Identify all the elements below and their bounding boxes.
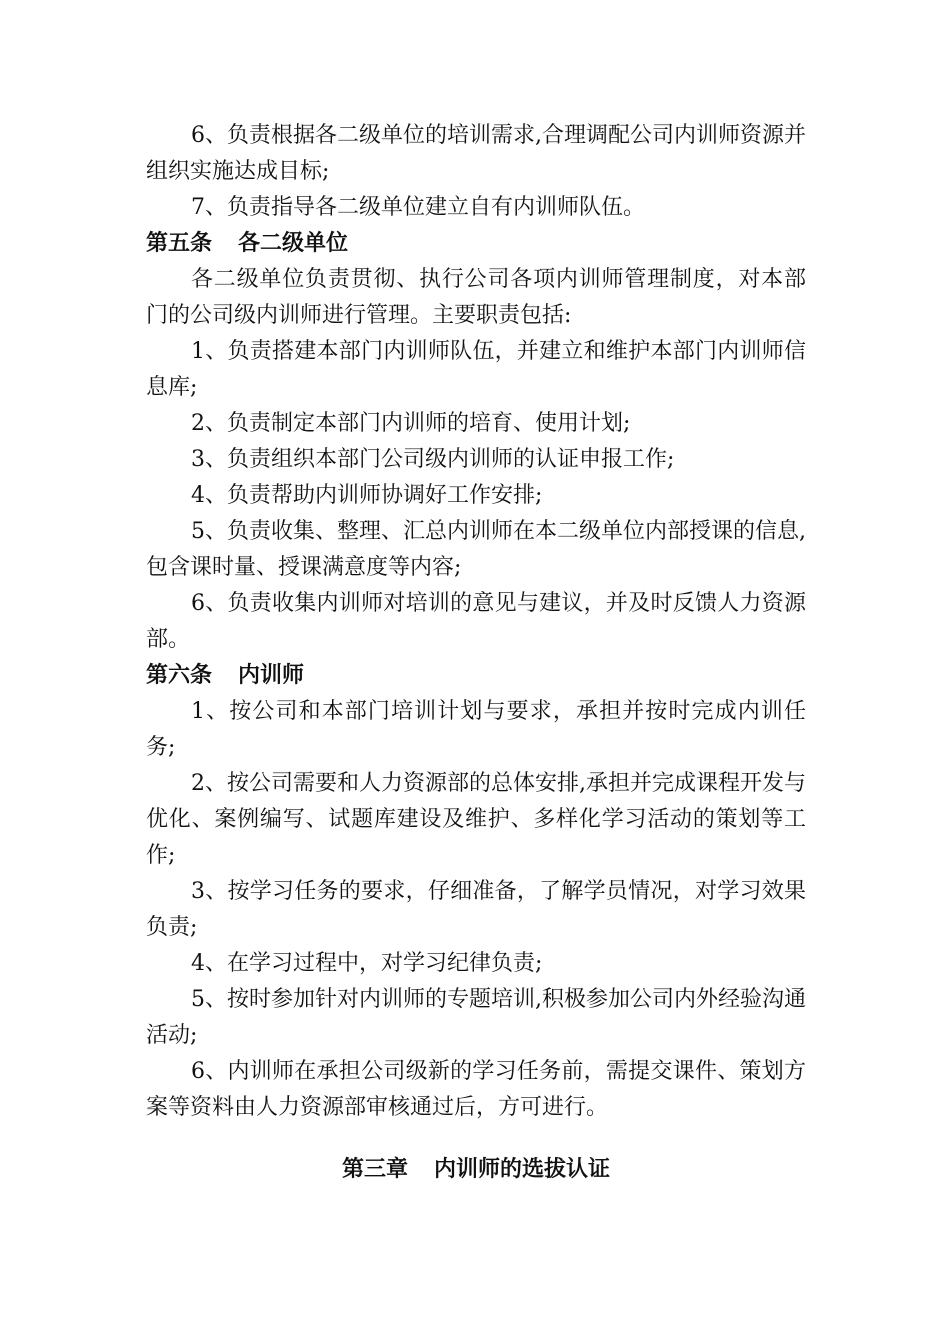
list-item: 4、在学习过程中，对学习纪律负责; (191, 951, 543, 976)
chapter-heading (146, 1152, 806, 1188)
section-number: 第六条 (146, 663, 213, 688)
list-item: 3、负责组织本部门公司级内训师的认证申报工作; (191, 447, 675, 472)
section-heading-5 (146, 226, 806, 262)
section-title: 各二级单位 (238, 231, 349, 256)
list-item: 6、内训师在承担公司级新的学习任务前，需提交课件、策划方案等资料由人力资源部审核通过后，方可进行。 (146, 1059, 806, 1120)
list-item: 4、负责帮助内训师协调好工作安排; (191, 483, 543, 508)
paragraph: 6、负责根据各二级单位的培训需求,合理调配公司内训师资源并组织实施达成目标; (146, 123, 806, 184)
paragraph: 7、负责指导各二级单位建立自有内训师队伍。 (191, 195, 645, 220)
list-item: 2、按公司需要和人力资源部的总体安排,承担并完成课程开发与优化、案例编写、试题库建设及维护、多样化学习活动的策划等工作; (146, 771, 806, 868)
document-page (146, 118, 806, 1188)
paragraph: 各二级单位负责贯彻、执行公司各项内训师管理制度，对本部门的公司级内训师进行管理。主要职责包括: (146, 267, 806, 328)
list-item: 1、按公司和本部门培训计划与要求，承担并按时完成内训任务; (146, 699, 806, 760)
list-item: 5、负责收集、整理、汇总内训师在本二级单位内部授课的信息,包含课时量、授课满意度等内容; (146, 519, 806, 580)
chapter-title: 内训师的选拔认证 (434, 1157, 611, 1182)
section-title: 内训师 (238, 663, 305, 688)
section-heading-6 (146, 658, 806, 694)
list-item: 5、按时参加针对内训师的专题培训,积极参加公司内外经验沟通活动; (146, 987, 806, 1048)
list-item: 2、负责制定本部门内训师的培育、使用计划; (191, 411, 631, 436)
chapter-number: 第三章 (341, 1157, 408, 1182)
list-item: 1、负责搭建本部门内训师队伍，并建立和维护本部门内训师信息库; (146, 339, 806, 400)
list-item: 3、按学习任务的要求，仔细准备，了解学员情况，对学习效果负责; (146, 879, 806, 940)
section-number: 第五条 (146, 231, 213, 256)
list-item: 6、负责收集内训师对培训的意见与建议，并及时反馈人力资源部。 (146, 591, 806, 652)
